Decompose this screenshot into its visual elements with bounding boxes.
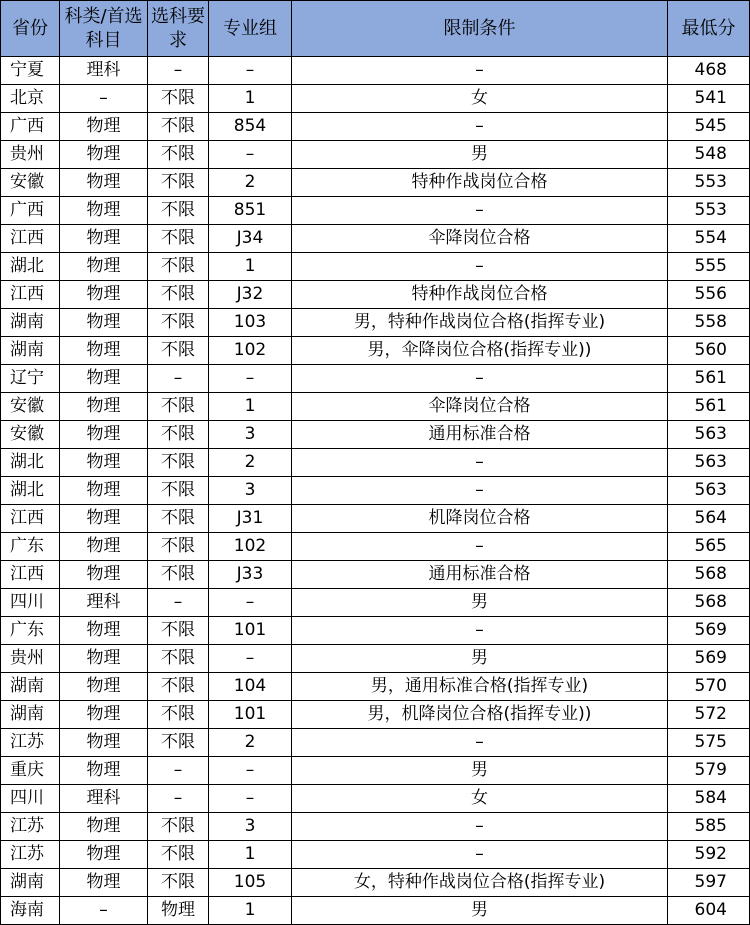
cell-province: 广东 (1, 617, 60, 645)
cell-requirement: – (148, 757, 209, 785)
cell-limit: – (292, 477, 668, 505)
cell-province: 江西 (1, 281, 60, 309)
table-row (1, 253, 750, 281)
cell-min-score: 569 (668, 645, 750, 673)
cell-subject: 物理 (60, 505, 148, 533)
cell-requirement: 不限 (148, 309, 209, 337)
cell-requirement: 不限 (148, 477, 209, 505)
cell-subject: 物理 (60, 169, 148, 197)
table-row (1, 309, 750, 337)
cell-subject: 物理 (60, 617, 148, 645)
header-group: 专业组 (209, 1, 292, 57)
table-row (1, 421, 750, 449)
cell-limit: – (292, 617, 668, 645)
cell-group: 101 (209, 701, 292, 729)
cell-subject: 物理 (60, 309, 148, 337)
cell-limit: 男 (292, 589, 668, 617)
table-body (1, 57, 750, 925)
cell-requirement: 不限 (148, 197, 209, 225)
cell-limit: 通用标准合格 (292, 421, 668, 449)
cell-limit: 特种作战岗位合格 (292, 169, 668, 197)
cell-subject: 物理 (60, 813, 148, 841)
cell-province: 江西 (1, 505, 60, 533)
cell-limit: 男，特种作战岗位合格(指挥专业) (292, 309, 668, 337)
cell-province: 湖南 (1, 673, 60, 701)
cell-province: 广东 (1, 533, 60, 561)
cell-group: – (209, 645, 292, 673)
cell-requirement: – (148, 57, 209, 85)
table-row (1, 617, 750, 645)
cell-subject: – (60, 897, 148, 925)
cell-limit: – (292, 253, 668, 281)
table-row (1, 757, 750, 785)
cell-group: 3 (209, 813, 292, 841)
cell-requirement: 不限 (148, 281, 209, 309)
cell-limit: – (292, 841, 668, 869)
cell-subject: 物理 (60, 673, 148, 701)
cell-min-score: 564 (668, 505, 750, 533)
cell-province: 江苏 (1, 813, 60, 841)
cell-limit: 男，通用标准合格(指挥专业) (292, 673, 668, 701)
cell-province: 贵州 (1, 645, 60, 673)
cell-requirement: – (148, 589, 209, 617)
cell-limit: 男 (292, 757, 668, 785)
cell-requirement: 不限 (148, 85, 209, 113)
cell-requirement: 不限 (148, 169, 209, 197)
cell-limit: 男 (292, 645, 668, 673)
cell-requirement: 不限 (148, 561, 209, 589)
cell-subject: 物理 (60, 365, 148, 393)
cell-requirement: 不限 (148, 141, 209, 169)
cell-min-score: 558 (668, 309, 750, 337)
cell-province: 湖南 (1, 869, 60, 897)
cell-limit: 男 (292, 897, 668, 925)
cell-group: – (209, 57, 292, 85)
cell-requirement: 不限 (148, 869, 209, 897)
cell-subject: 物理 (60, 281, 148, 309)
cell-subject: 物理 (60, 561, 148, 589)
cell-subject: 物理 (60, 757, 148, 785)
cell-requirement: 不限 (148, 645, 209, 673)
cell-province: 湖南 (1, 701, 60, 729)
cell-requirement: 不限 (148, 449, 209, 477)
cell-requirement: 不限 (148, 617, 209, 645)
cell-province: 北京 (1, 85, 60, 113)
cell-group: 2 (209, 169, 292, 197)
cell-province: 宁夏 (1, 57, 60, 85)
cell-group: J33 (209, 561, 292, 589)
cell-limit: 女 (292, 85, 668, 113)
cell-province: 湖南 (1, 337, 60, 365)
cell-group: – (209, 785, 292, 813)
cell-subject: 物理 (60, 253, 148, 281)
cell-min-score: 565 (668, 533, 750, 561)
cell-group: – (209, 365, 292, 393)
cell-limit: – (292, 813, 668, 841)
cell-min-score: 553 (668, 197, 750, 225)
cell-group: – (209, 141, 292, 169)
cell-group: 851 (209, 197, 292, 225)
header-min-score: 最低分 (668, 1, 750, 57)
cell-requirement: 不限 (148, 505, 209, 533)
cell-province: 江苏 (1, 841, 60, 869)
cell-requirement: 不限 (148, 729, 209, 757)
cell-min-score: 568 (668, 589, 750, 617)
table-row (1, 57, 750, 85)
cell-limit: – (292, 57, 668, 85)
cell-group: 104 (209, 673, 292, 701)
cell-min-score: 572 (668, 701, 750, 729)
cell-group: 103 (209, 309, 292, 337)
cell-limit: – (292, 113, 668, 141)
cell-subject: 物理 (60, 645, 148, 673)
cell-min-score: 563 (668, 477, 750, 505)
cell-min-score: 585 (668, 813, 750, 841)
cell-subject: 物理 (60, 477, 148, 505)
cell-subject: 物理 (60, 421, 148, 449)
cell-min-score: 541 (668, 85, 750, 113)
cell-min-score: 563 (668, 449, 750, 477)
cell-province: 湖北 (1, 449, 60, 477)
table-row (1, 701, 750, 729)
cell-subject: 物理 (60, 533, 148, 561)
cell-province: 湖南 (1, 309, 60, 337)
header-row (1, 1, 750, 57)
cell-limit: – (292, 365, 668, 393)
cell-requirement: 不限 (148, 337, 209, 365)
table-row (1, 365, 750, 393)
cell-province: 广西 (1, 197, 60, 225)
cell-requirement: 不限 (148, 253, 209, 281)
cell-requirement: 不限 (148, 533, 209, 561)
cell-province: 海南 (1, 897, 60, 925)
header-requirement: 选科要求 (148, 1, 209, 57)
cell-min-score: 548 (668, 141, 750, 169)
cell-province: 辽宁 (1, 365, 60, 393)
table-row (1, 85, 750, 113)
cell-province: 安徽 (1, 169, 60, 197)
table-row (1, 337, 750, 365)
cell-subject: 物理 (60, 729, 148, 757)
cell-subject: 物理 (60, 197, 148, 225)
cell-group: 101 (209, 617, 292, 645)
cell-min-score: 560 (668, 337, 750, 365)
cell-group: 1 (209, 85, 292, 113)
cell-min-score: 579 (668, 757, 750, 785)
cell-min-score: 569 (668, 617, 750, 645)
cell-min-score: 597 (668, 869, 750, 897)
cell-group: – (209, 589, 292, 617)
cell-group: J31 (209, 505, 292, 533)
cell-limit: 女 (292, 785, 668, 813)
cell-limit: 通用标准合格 (292, 561, 668, 589)
cell-subject: 理科 (60, 589, 148, 617)
cell-subject: 物理 (60, 225, 148, 253)
table-row (1, 897, 750, 925)
cell-limit: 机降岗位合格 (292, 505, 668, 533)
table-row (1, 589, 750, 617)
cell-requirement: 不限 (148, 813, 209, 841)
cell-limit: 男，机降岗位合格(指挥专业)) (292, 701, 668, 729)
cell-subject: 物理 (60, 869, 148, 897)
table-row (1, 673, 750, 701)
cell-requirement: 不限 (148, 225, 209, 253)
cell-limit: 男 (292, 141, 668, 169)
cell-limit: – (292, 449, 668, 477)
cell-group: 1 (209, 393, 292, 421)
cell-min-score: 556 (668, 281, 750, 309)
table-row (1, 477, 750, 505)
table-row (1, 813, 750, 841)
cell-requirement: 不限 (148, 421, 209, 449)
cell-province: 江苏 (1, 729, 60, 757)
cell-group: 854 (209, 113, 292, 141)
cell-limit: 伞降岗位合格 (292, 393, 668, 421)
cell-group: 1 (209, 897, 292, 925)
cell-requirement: 不限 (148, 841, 209, 869)
table-row (1, 393, 750, 421)
cell-min-score: 604 (668, 897, 750, 925)
cell-subject: 物理 (60, 337, 148, 365)
cell-limit: 伞降岗位合格 (292, 225, 668, 253)
cell-group: 102 (209, 533, 292, 561)
table-row (1, 197, 750, 225)
cell-min-score: 575 (668, 729, 750, 757)
cell-group: J32 (209, 281, 292, 309)
table-row (1, 113, 750, 141)
cell-min-score: 568 (668, 561, 750, 589)
cell-subject: 物理 (60, 841, 148, 869)
cell-subject: 物理 (60, 449, 148, 477)
cell-requirement: – (148, 365, 209, 393)
table-row (1, 533, 750, 561)
cell-min-score: 545 (668, 113, 750, 141)
cell-group: 1 (209, 253, 292, 281)
cell-min-score: 553 (668, 169, 750, 197)
header-limit: 限制条件 (292, 1, 668, 57)
cell-requirement: 不限 (148, 701, 209, 729)
cell-requirement: 不限 (148, 673, 209, 701)
table-row (1, 281, 750, 309)
header-province: 省份 (1, 1, 60, 57)
cell-province: 安徽 (1, 421, 60, 449)
cell-group: 1 (209, 841, 292, 869)
cell-requirement: 物理 (148, 897, 209, 925)
cell-province: 重庆 (1, 757, 60, 785)
cell-limit: 女，特种作战岗位合格(指挥专业) (292, 869, 668, 897)
cell-province: 四川 (1, 589, 60, 617)
cell-province: 湖北 (1, 477, 60, 505)
cell-limit: 特种作战岗位合格 (292, 281, 668, 309)
cell-subject: 理科 (60, 57, 148, 85)
cell-min-score: 561 (668, 393, 750, 421)
table-row (1, 225, 750, 253)
table-row (1, 785, 750, 813)
cell-group: 2 (209, 449, 292, 477)
cell-subject: 物理 (60, 701, 148, 729)
cell-province: 安徽 (1, 393, 60, 421)
cell-group: 3 (209, 421, 292, 449)
table-row (1, 169, 750, 197)
table-row (1, 505, 750, 533)
table-row (1, 869, 750, 897)
cell-min-score: 563 (668, 421, 750, 449)
cell-min-score: 592 (668, 841, 750, 869)
cell-subject: 物理 (60, 393, 148, 421)
table-row (1, 729, 750, 757)
header-subject: 科类/首选科目 (60, 1, 148, 57)
table-row (1, 141, 750, 169)
cell-province: 四川 (1, 785, 60, 813)
table-row (1, 449, 750, 477)
cell-subject: 物理 (60, 113, 148, 141)
cell-group: 3 (209, 477, 292, 505)
cell-min-score: 570 (668, 673, 750, 701)
cell-limit: – (292, 533, 668, 561)
cell-limit: – (292, 197, 668, 225)
cell-group: 105 (209, 869, 292, 897)
cell-subject: – (60, 85, 148, 113)
cell-requirement: – (148, 785, 209, 813)
cell-province: 广西 (1, 113, 60, 141)
cell-province: 江西 (1, 225, 60, 253)
cell-group: 2 (209, 729, 292, 757)
cell-min-score: 584 (668, 785, 750, 813)
cell-min-score: 468 (668, 57, 750, 85)
table-row (1, 561, 750, 589)
table-header (1, 1, 750, 57)
cell-min-score: 561 (668, 365, 750, 393)
cell-requirement: 不限 (148, 113, 209, 141)
cell-province: 湖北 (1, 253, 60, 281)
cell-subject: 理科 (60, 785, 148, 813)
cell-group: – (209, 757, 292, 785)
cell-province: 贵州 (1, 141, 60, 169)
cell-requirement: 不限 (148, 393, 209, 421)
cell-subject: 物理 (60, 141, 148, 169)
cell-min-score: 554 (668, 225, 750, 253)
table-row (1, 841, 750, 869)
cell-province: 江西 (1, 561, 60, 589)
cell-limit: 男，伞降岗位合格(指挥专业)) (292, 337, 668, 365)
cell-group: 102 (209, 337, 292, 365)
cell-min-score: 555 (668, 253, 750, 281)
cell-limit: – (292, 729, 668, 757)
cell-group: J34 (209, 225, 292, 253)
table-row (1, 645, 750, 673)
